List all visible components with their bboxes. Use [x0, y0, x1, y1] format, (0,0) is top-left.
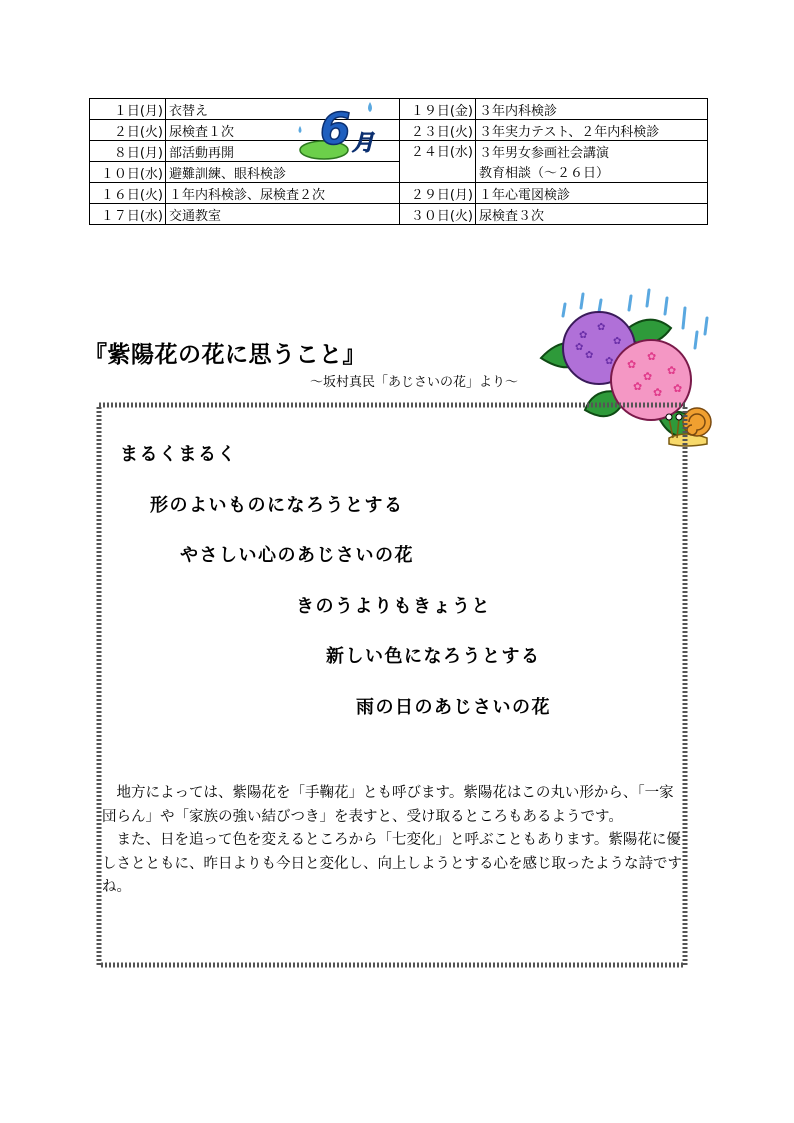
month-number: 6 — [320, 104, 351, 155]
event-name: 尿検査１次 — [166, 120, 400, 141]
poem-line: 新しい色になろうとする — [326, 646, 541, 667]
month-badge — [290, 100, 400, 162]
poem-attribution: ～坂村真民「あじさいの花」より～ — [310, 375, 519, 390]
svg-text:✿: ✿ — [647, 350, 657, 363]
poem-frame — [96, 402, 688, 968]
event-date: ３０日(火) — [400, 204, 476, 225]
svg-text:✿: ✿ — [653, 386, 663, 399]
event-name: ３年内科検診 — [476, 99, 708, 120]
essay-paragraph: また、日を追って色を変えるところから「七変化」と呼ぶこともあります。紫陽花に優しさとともに、昨日よりも今日と変化し、向上しようとする心を感じ取ったような詩ですね。 — [102, 832, 682, 895]
svg-text:✿: ✿ — [585, 350, 594, 361]
svg-text:✿: ✿ — [613, 336, 622, 347]
table-row — [90, 183, 708, 204]
poem-line: 雨の日のあじさいの花 — [356, 697, 551, 718]
event-name: 部活動再開 — [166, 141, 400, 162]
event-date: １０日(水) — [90, 162, 166, 183]
event-date: ２３日(火) — [400, 120, 476, 141]
svg-text:✿: ✿ — [633, 380, 643, 393]
svg-text:✿: ✿ — [597, 322, 606, 333]
event-name: 尿検査３次 — [476, 204, 708, 225]
table-row — [90, 204, 708, 225]
event-date: １６日(火) — [90, 183, 166, 204]
svg-text:✿: ✿ — [575, 342, 584, 353]
poem-line: きのうよりもきょうと — [296, 596, 491, 617]
poem-line: 形のよいものになろうとする — [150, 495, 404, 516]
essay-paragraph: 地方によっては、紫陽花を「手鞠花」とも呼びます。紫陽花はこの丸い形から、「一家団らん」や「家族の強い結びつき」を表すと、受け取るところもあるようです。 — [102, 785, 674, 825]
table-row — [90, 162, 708, 183]
event-date: ８日(月) — [90, 141, 166, 162]
event-date: ２４日(水) — [400, 141, 476, 183]
svg-text:✿: ✿ — [673, 382, 683, 395]
event-name: ３年実力テスト、２年内科検診 — [476, 120, 708, 141]
event-name: 衣替え — [166, 99, 400, 120]
event-name: １年内科検診、尿検査２次 — [166, 183, 400, 204]
svg-text:✿: ✿ — [643, 370, 653, 383]
raindrop-icon — [368, 102, 372, 112]
poem-line: やさしい心のあじさいの花 — [180, 545, 414, 566]
svg-text:✿: ✿ — [579, 330, 588, 341]
event-date: １日(月) — [90, 99, 166, 120]
event-name: １年心電図検診 — [476, 183, 708, 204]
event-name: 交通教室 — [166, 204, 400, 225]
event-name: ３年男女参画社会講演 — [476, 141, 708, 162]
event-date: ２９日(月) — [400, 183, 476, 204]
svg-text:✿: ✿ — [627, 358, 637, 371]
event-date: ２日(火) — [90, 120, 166, 141]
month-unit: 月 — [352, 131, 375, 156]
event-date: １７日(水) — [90, 204, 166, 225]
event-name: 教育相談（～２６日） — [476, 162, 708, 183]
svg-text:✿: ✿ — [667, 364, 677, 377]
raindrop-icon — [299, 126, 302, 133]
page-title: 『紫陽花の花に思うこと』 — [84, 342, 366, 368]
event-date: １９日(金) — [400, 99, 476, 120]
event-name: 避難訓練、眼科検診 — [166, 162, 400, 183]
svg-text:✿: ✿ — [605, 356, 614, 367]
essay-text — [102, 782, 684, 900]
poem-line: まるくまるく — [120, 444, 237, 465]
